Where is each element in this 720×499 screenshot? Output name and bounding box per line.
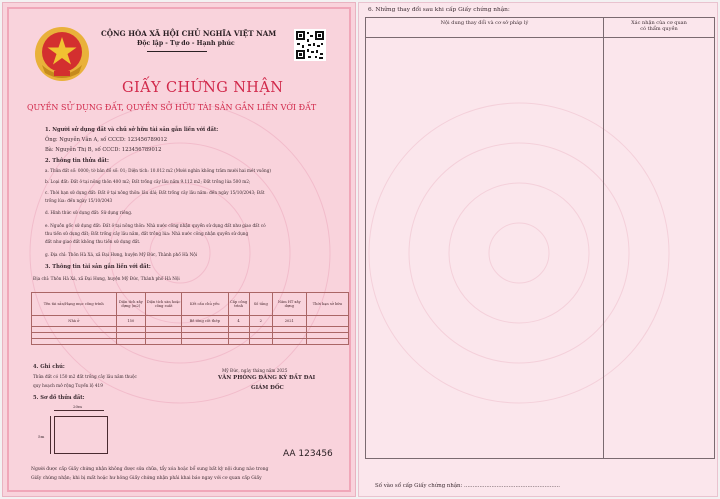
changes-confirmation-header-line2: có thẩm quyền — [640, 26, 678, 32]
changes-confirmation-header — [604, 18, 715, 38]
asset-table-cell — [306, 316, 348, 327]
asset-table-cell: Nhà ở — [32, 316, 117, 327]
changes-content-header: Nội dung thay đổi và cơ sở pháp lý — [366, 18, 604, 38]
section-4-heading: 4. Ghi chú: — [33, 364, 65, 370]
section-5-heading: 5. Sơ đồ thửa đất: — [33, 395, 85, 401]
certificate-front-page — [2, 2, 356, 497]
asset-table-cell: 150 — [116, 316, 146, 327]
owner-2: Bà: Nguyễn Thị B, số CCCD: 123456789012 — [45, 147, 162, 153]
plot-diagram — [54, 416, 108, 454]
land-use-term-line2: trồng lúa: đến ngày 15/10/2043 — [45, 198, 113, 203]
asset-table-row — [32, 316, 349, 327]
document-subtitle: QUYỀN SỬ DỤNG ĐẤT, QUYỀN SỞ HỮU TÀI SẢN GẮN LIỀN VỚI ĐẤT — [27, 103, 317, 112]
asset-table — [31, 292, 349, 345]
changes-content-cell — [366, 38, 604, 459]
national-emblem — [33, 25, 91, 83]
country-name: CỘNG HÒA XÃ HỘI CHỦ NGHĨA VIỆT NAM — [101, 29, 277, 38]
asset-table-header-cell: Diện tích sàn hoặc công suất — [146, 293, 182, 316]
signing-title: GIÁM ĐỐC — [251, 385, 284, 391]
land-parcel-info: a. Thửa đất số: 0000; tờ bản đồ số: 01; Diện tích: 10.012 m2 (Mười nghìn không trăm mười hai mét vuông) — [45, 168, 272, 173]
land-type-info: b. Loại đất: Đất ở tại nông thôn 400 m2; Đất trồng cây lâu năm 9.112 m2; Đất trồng lúa 500 m2; — [45, 179, 251, 184]
asset-table-empty-row — [32, 339, 349, 345]
asset-table-cell — [146, 316, 182, 327]
changes-table-body — [366, 38, 715, 459]
asset-table-header — [32, 293, 349, 316]
asset-table-header-cell: Tên tài sản/Hạng mục công trình — [32, 293, 117, 316]
asset-table-header-cell: Diện tích xây dựng (m2) — [116, 293, 146, 316]
registry-number-line: Số vào sổ cấp Giấy chứng nhận: ........................................................ — [375, 483, 560, 489]
asset-table-header-cell: Số tầng — [249, 293, 272, 316]
plot-width-label: 20m — [73, 404, 82, 409]
asset-address: Địa chỉ: Thôn Hà Xá, xã Đại Hưng, huyện Mỹ Đức, Thành phố Hà Nội — [33, 276, 180, 281]
certificate-back-page — [358, 2, 718, 497]
document-title: GIẤY CHỨNG NHẬN — [122, 80, 284, 96]
footer-warning-line2: Giấy chứng nhận; khi bị mất hoặc hư hỏng Giấy chứng nhận phải khai báo ngay với cơ quan cấp Giấy — [31, 476, 262, 481]
land-address: g. Địa chỉ: Thôn Hà Xá, xã Đại Hưng, huyện Mỹ Đức, Thành phố Hà Nội — [45, 252, 198, 257]
signing-office: VĂN PHÒNG ĐĂNG KÝ ĐẤT ĐAI — [218, 375, 316, 381]
asset-table-cell: 2 — [249, 316, 272, 327]
footer-warning-line1: Người được cấp Giấy chứng nhận không được sửa chữa, tẩy xóa hoặc bổ sung bất kỳ nội dung nào trong — [31, 467, 269, 472]
asset-table-header-cell: Cấp công trình — [228, 293, 249, 316]
asset-table-header-cell: Kết cấu chủ yếu — [182, 293, 228, 316]
changes-confirmation-cell — [604, 38, 715, 459]
signing-place-date: Mỹ Đức, ngày tháng năm 2025 — [222, 368, 288, 373]
asset-table-header-cell: Năm HT xây dựng — [272, 293, 306, 316]
owner-1: Ông: Nguyễn Văn A, số CCCD: 123456789012 — [45, 137, 168, 143]
asset-table-cell: 4 — [228, 316, 249, 327]
note-line1: Thửa đất có 150 m2 đất trồng cây lâu năm thuộc — [33, 374, 137, 379]
plot-height-dimension-line — [50, 416, 51, 454]
changes-table — [365, 17, 715, 459]
section-2-heading: 2. Thông tin thửa đất: — [45, 158, 109, 164]
land-origin-line1: e. Nguồn gốc sử dụng đất: Đất ở tại nông thôn: Nhà nước công nhận quyền sử dụng đất như giao đất có — [45, 223, 266, 228]
national-motto: Độc lập - Tự do - Hạnh phúc — [137, 40, 235, 47]
qr-code — [294, 29, 326, 61]
section-6-heading: 6. Những thay đổi sau khi cấp Giấy chứng nhận: — [368, 7, 510, 13]
plot-width-dimension-line — [54, 410, 104, 411]
asset-table-header-cell: Thời hạn sở hữu — [306, 293, 348, 316]
land-origin-line2: thu tiền sử dụng đất; Đất trồng cây lâu năm, đất trồng lúa: Nhà nước công nhận quyền sử dụng — [45, 231, 249, 236]
land-origin-line3: đất như giao đất không thu tiền sử dụng đất. — [45, 239, 141, 244]
asset-table-cell: Bê tông cốt thép — [182, 316, 228, 327]
motto-underline — [147, 51, 207, 52]
serial-number: AA 123456 — [283, 449, 333, 459]
section-1-heading: 1. Người sử dụng đất và chủ sở hữu tài sản gắn liền với đất: — [45, 127, 219, 133]
land-use-form: d. Hình thức sử dụng đất: Sử dụng riêng. — [45, 210, 133, 215]
changes-confirmation-header-line1: Xác nhận của cơ quan — [631, 20, 687, 26]
plot-height-label: 5m — [38, 434, 45, 439]
note-line2: quy hoạch mở rộng Tuyến lộ 419 — [33, 383, 103, 388]
land-use-term-line1: c. Thời hạn sử dụng đất: Đất ở tại nông thôn: lâu dài; Đất trồng cây lâu năm: đến ngày 15/10/2043; Đất — [45, 190, 265, 195]
asset-table-cell: 2021 — [272, 316, 306, 327]
changes-table-header — [366, 18, 715, 38]
section-3-heading: 3. Thông tin tài sản gắn liền với đất: — [45, 264, 151, 270]
